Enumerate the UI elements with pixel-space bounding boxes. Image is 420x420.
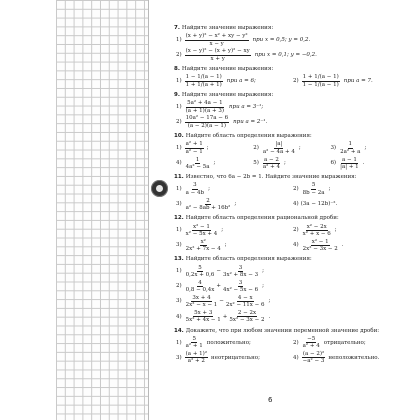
expression-item: 4) $\frac{1}{\text{4a² − 5a}}$ ; [176, 156, 216, 170]
task-10: 10. Найдите область определения выражения: 1) $\frac{\text{a² + 1}}{\text{a² − 1}}$ ; 2) $\frac{|a|}{\text{a² − 4a + 4}}$ ; 3) $\frac{1}{\text{2a² + a}}$ ; 4) $\frac{1}{\text{4a² − 5a}}$ ; 5) $\frac{a - 2}{\text{a² + 4}}$ ; 6) $\frac{a - 1}{|a| + 1}$ . [174, 133, 410, 170]
expression-item: 5) $\frac{a - 2}{\text{a² + 4}}$ ; [253, 156, 286, 170]
expression-item: 2) $\frac{-5}{\text{a² + 4}}$ отрицательно; [293, 335, 366, 350]
expression-item: 1) $\frac{\text{(x + y)² − x² + xy − y²}}{x - y}$ при x = 0,5; y = 0,2. [176, 33, 311, 47]
expression-item: 6) $\frac{a - 1}{|a| + 1}$ . [330, 156, 365, 170]
expression-item: 1) $\frac{1 - 1/(a - 1)}{1 + 1/(a + 1)}$ при a = 6; [176, 74, 256, 88]
expression-item: 2) $\frac{1 + 1/(a - 1)}{1 - 1/(a - 1)}$ при a = 7. [293, 74, 373, 88]
expression-item: 3) $\frac{\text{x²}}{\text{2x² + 7x − 4}}$ ; [176, 238, 227, 252]
expression-item: 2) $\frac{|a|}{\text{a² − 4a + 4}}$ ; [253, 141, 301, 155]
page-number: 6 [268, 396, 273, 404]
exercise-list [174, 25, 410, 369]
expression-item: 1) $\frac{5}{\text{a² + 1}}$ положительно; [176, 335, 251, 350]
expression-item: 2) $\frac{\text{10a² − 17a − 6}}{(a - 2)(a - 1)}$ при a = 2⁻¹. [176, 115, 268, 129]
graph-paper-margin [56, 0, 149, 420]
expression-item: 4) $\frac{5x + 3}{\text{5x² + 4x − 1}}$ + $\frac{2 - 2x}{\text{5x² − 3x − 2}}$ . [176, 309, 271, 324]
expression-item: 2) $\frac{5}{8b - 2a}$ ; [293, 182, 331, 196]
expression-item: 1) $\frac{\text{5a² + 4a − 1}}{(a + 1)(a + 3)}$ при a = 3⁻¹; [176, 100, 264, 114]
task-number: 7. [174, 25, 180, 31]
task-7 [174, 25, 410, 62]
binder-ring-icon [151, 180, 168, 197]
expression-item: 1) $\frac{\text{a² + 1}}{\text{a² − 1}}$ ; [176, 141, 209, 155]
expression-item: 4) $\frac{\text{(a − 2)²}}{\text{−a² − 3}}$ неположительно. [293, 351, 380, 365]
expression-item: 4) (3a − 12b)⁻². [293, 201, 338, 208]
expression-item: 2) $\frac{\text{(x − y)² − (x + y)² − xy}}{x + y}$ при x = 0,1; y = −0,2. [176, 48, 317, 62]
task-9: 9. Найдите значение выражения: 1) $\frac{\text{5a² + 4a − 1}}{(a + 1)(a + 3)}$ при a = 3⁻¹; 2) $\frac{\text{10a² − 17a − 6}}{(a - 2)(a - 1)}$ при a = 2⁻¹. [174, 92, 274, 129]
task-11: 11. Известно, что 6a − 2b = 1. Найдите значение выражения: 1) $\frac{3}{a - 4b}$ ; 2) $\frac{5}{8b - 2a}$ ; 3) $\frac{2}{\text{a² − 8ab + 16b²}}$ ; 4) (3a − 12b)⁻². [174, 174, 410, 211]
task-14: 14. Докажите, что при любом значении переменной значение дроби: 1) $\frac{5}{\text{a² + 1}}$ положительно; 2) $\frac{-5}{\text{a² + 4}}$ отрицательно; 3) $\frac{\text{(a + 1)²}}{\text{a² + 2}}$ неотрицательно; 4) $\frac{\text{(a − 2)²}}{\text{−a² − 3}}$ неположительно. [174, 328, 410, 365]
expression-item: 3) $\frac{1}{\text{2a² + a}}$ ; [330, 141, 367, 155]
task-12: 12. Найдите область определения рациональной дроби: 1) $\frac{\text{x² − 1}}{\text{x² − 5x + 4}}$ ; 2) $\frac{\text{x² − 2x}}{\text{x² + x − 6}}$ ; 3) $\frac{\text{x²}}{\text{2x² + 7x − 4}}$ ; 4) $\frac{\text{x² − 1}}{\text{2x² − 3x − 2}}$ . [174, 215, 410, 252]
expression-item: 3) $\frac{2}{\text{a² − 8ab + 16b²}}$ ; [176, 197, 237, 211]
expression-item: 1) $\frac{3}{a - 4b}$ ; [176, 182, 210, 196]
fraction: $\frac{\text{(x + y)² − x² + xy − y²}}{x - y}$ [185, 33, 248, 47]
task-13: 13. Найдите область определения выражения: 1) $\frac{5}{0,2x + 0,6}$ − $\frac{3}{\text{3x² + 8x − 3}}$ ; 2) $\frac{4}{0,8 - 0,4x}$ + $\frac{3}{\text{4x² − 5x − 6}}$ ; 3) $\frac{3x + 4}{\text{2x² − x − 1}}$ − $\frac{4 - x}{\text{2x² − 11x − 6}}$ ; 4) $\frac{5x + 3}{\text{5x² + 4x − 1}}$ + $\frac{2 - 2x}{\text{5x² − 3x − 2}}$ . [174, 256, 312, 324]
task-title: Найдите значение выражения: [181, 25, 274, 31]
expression-item: 1) $\frac{5}{0,2x + 0,6}$ − $\frac{3}{\text{3x² + 8x − 3}}$ ; [176, 264, 264, 278]
expression-item: 2) $\frac{\text{x² − 2x}}{\text{x² + x − 6}}$ ; [293, 223, 337, 237]
expression-item: 4) $\frac{\text{x² − 1}}{\text{2x² − 3x − 2}}$ . [293, 238, 344, 252]
fraction: $\frac{\text{(x − y)² − (x + y)² − xy}}{x + y}$ [185, 48, 250, 62]
expression-item: 3) $\frac{\text{(a + 1)²}}{\text{a² + 2}}$ неотрицательно; [176, 351, 260, 365]
expression-item: 2) $\frac{4}{0,8 - 0,4x}$ + $\frac{3}{\text{4x² − 5x − 6}}$ ; [176, 279, 264, 293]
expression-item: 3) $\frac{3x + 4}{\text{2x² − x − 1}}$ − $\frac{4 - x}{\text{2x² − 11x − 6}}$ ; [176, 294, 271, 309]
expression-item: 1) $\frac{\text{x² − 1}}{\text{x² − 5x + 4}}$ ; [176, 223, 224, 237]
task-8: 8. Найдите значение выражения: 1) $\frac{1 - 1/(a - 1)}{1 + 1/(a + 1)}$ при a = 6; 2) $\frac{1 + 1/(a - 1)}{1 - 1/(a - 1)}$ при a = 7. [174, 66, 410, 88]
